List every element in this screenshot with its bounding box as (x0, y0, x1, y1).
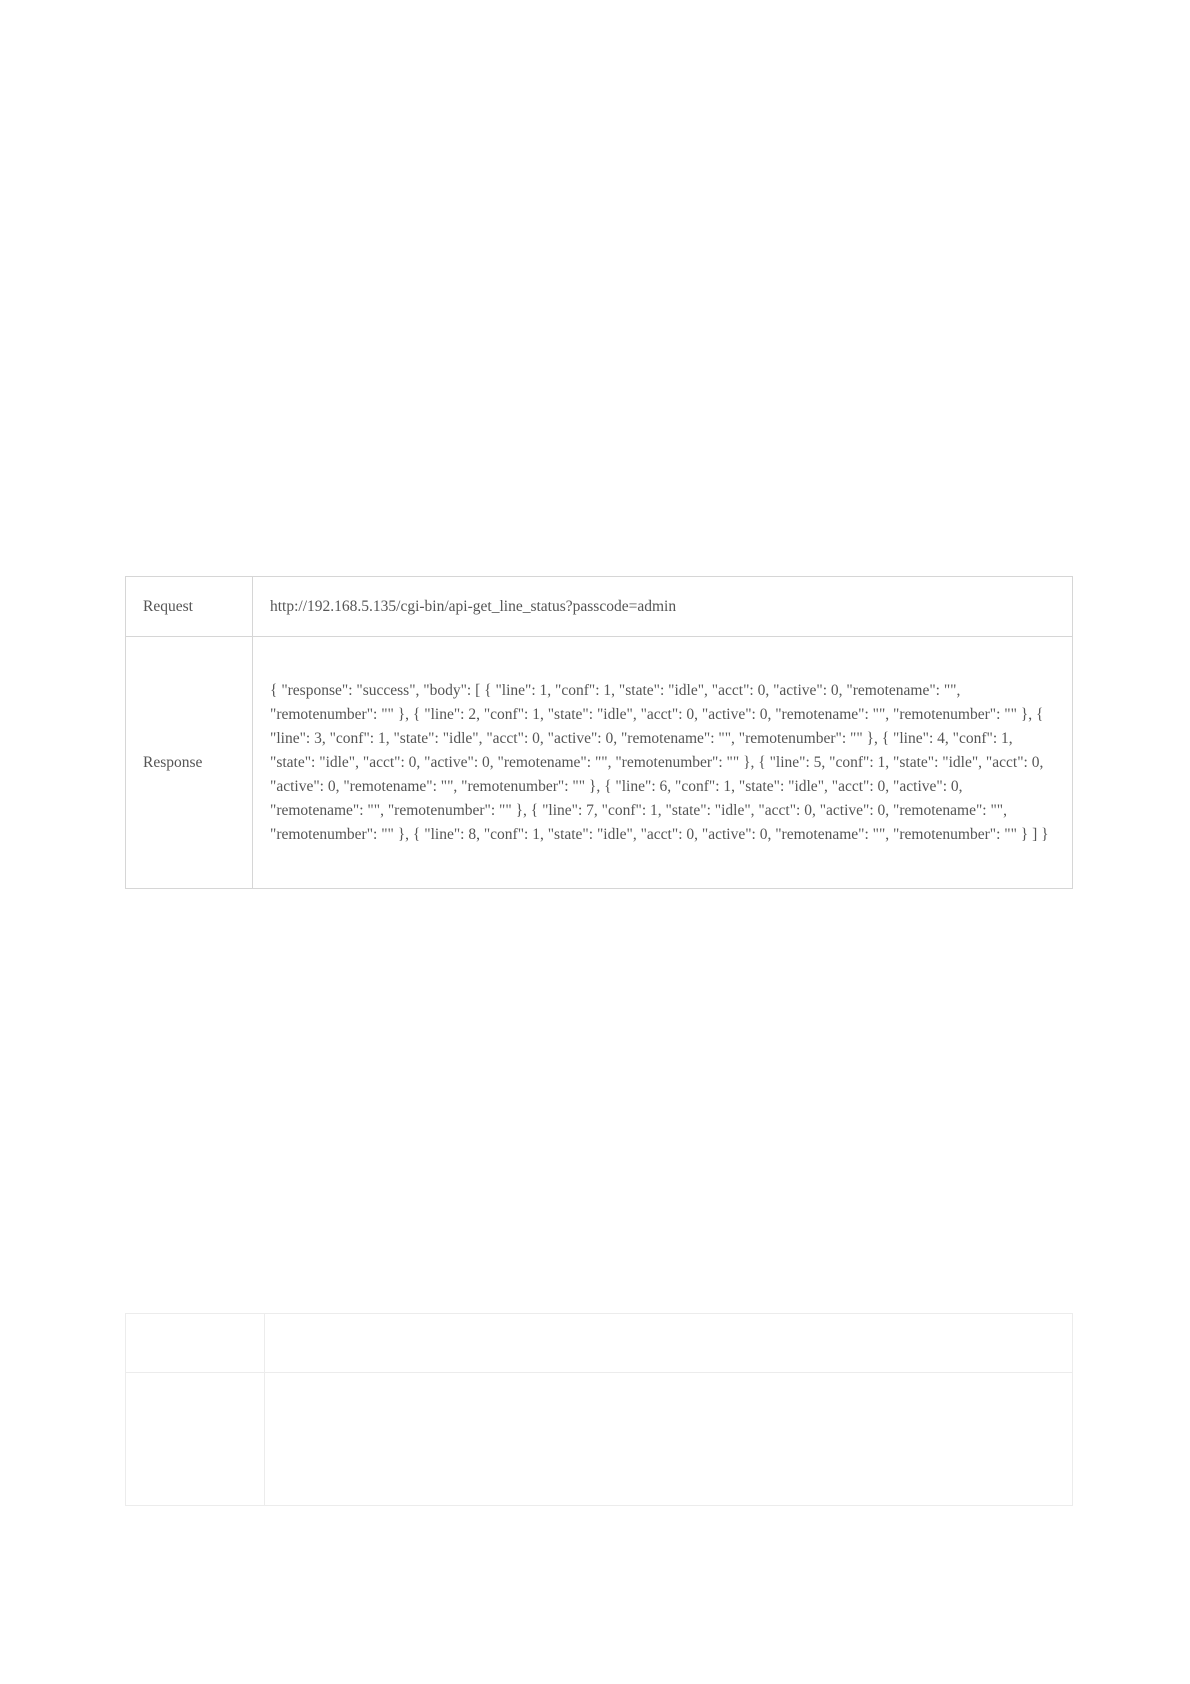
response-row (126, 637, 1073, 889)
api-example-table (125, 576, 1073, 889)
empty-table-cell (265, 1373, 1073, 1506)
request-label: Request (126, 577, 253, 637)
response-json: { "response": "success", "body": [ { "line": 1, "conf": 1, "state": "idle", "acct": 0, "active": 0, "remotename": "", "remotenumber": "" }, { "line": 2, "conf": 1, "state": "idle", "acct": 0, "active": 0, "remotename": "", "remotenumber": "" }, { "line": 3, "conf": 1, "state": "idle", "acct": 0, "active": 0, "remotename": "", "remotenumber": "" }, { "line": 4, "conf": 1, "state": "idle", "acct": 0, "active": 0, "remotename": "", "remotenumber": "" }, { "line": 5, "conf": 1, "state": "idle", "acct": 0, "active": 0, "remotename": "", "remotenumber": "" }, { "line": 6, "conf": 1, "state": "idle", "acct": 0, "active": 0, "remotename": "", "remotenumber": "" }, { "line": 7, "conf": 1, "state": "idle", "acct": 0, "active": 0, "remotename": "", "remotenumber": "" }, { "line": 8, "conf": 1, "state": "idle", "acct": 0, "active": 0, "remotename": "", "remotenumber": "" } ] } (253, 637, 1073, 889)
response-label: Response (126, 637, 253, 889)
empty-table-cell (126, 1314, 265, 1373)
empty-table-cell (265, 1314, 1073, 1373)
request-url: http://192.168.5.135/cgi-bin/api-get_line_status?passcode=admin (253, 577, 1073, 637)
request-row (126, 577, 1073, 637)
empty-table (125, 1313, 1073, 1506)
empty-table-cell (126, 1373, 265, 1506)
empty-table-row (126, 1314, 1073, 1373)
empty-table-row (126, 1373, 1073, 1506)
